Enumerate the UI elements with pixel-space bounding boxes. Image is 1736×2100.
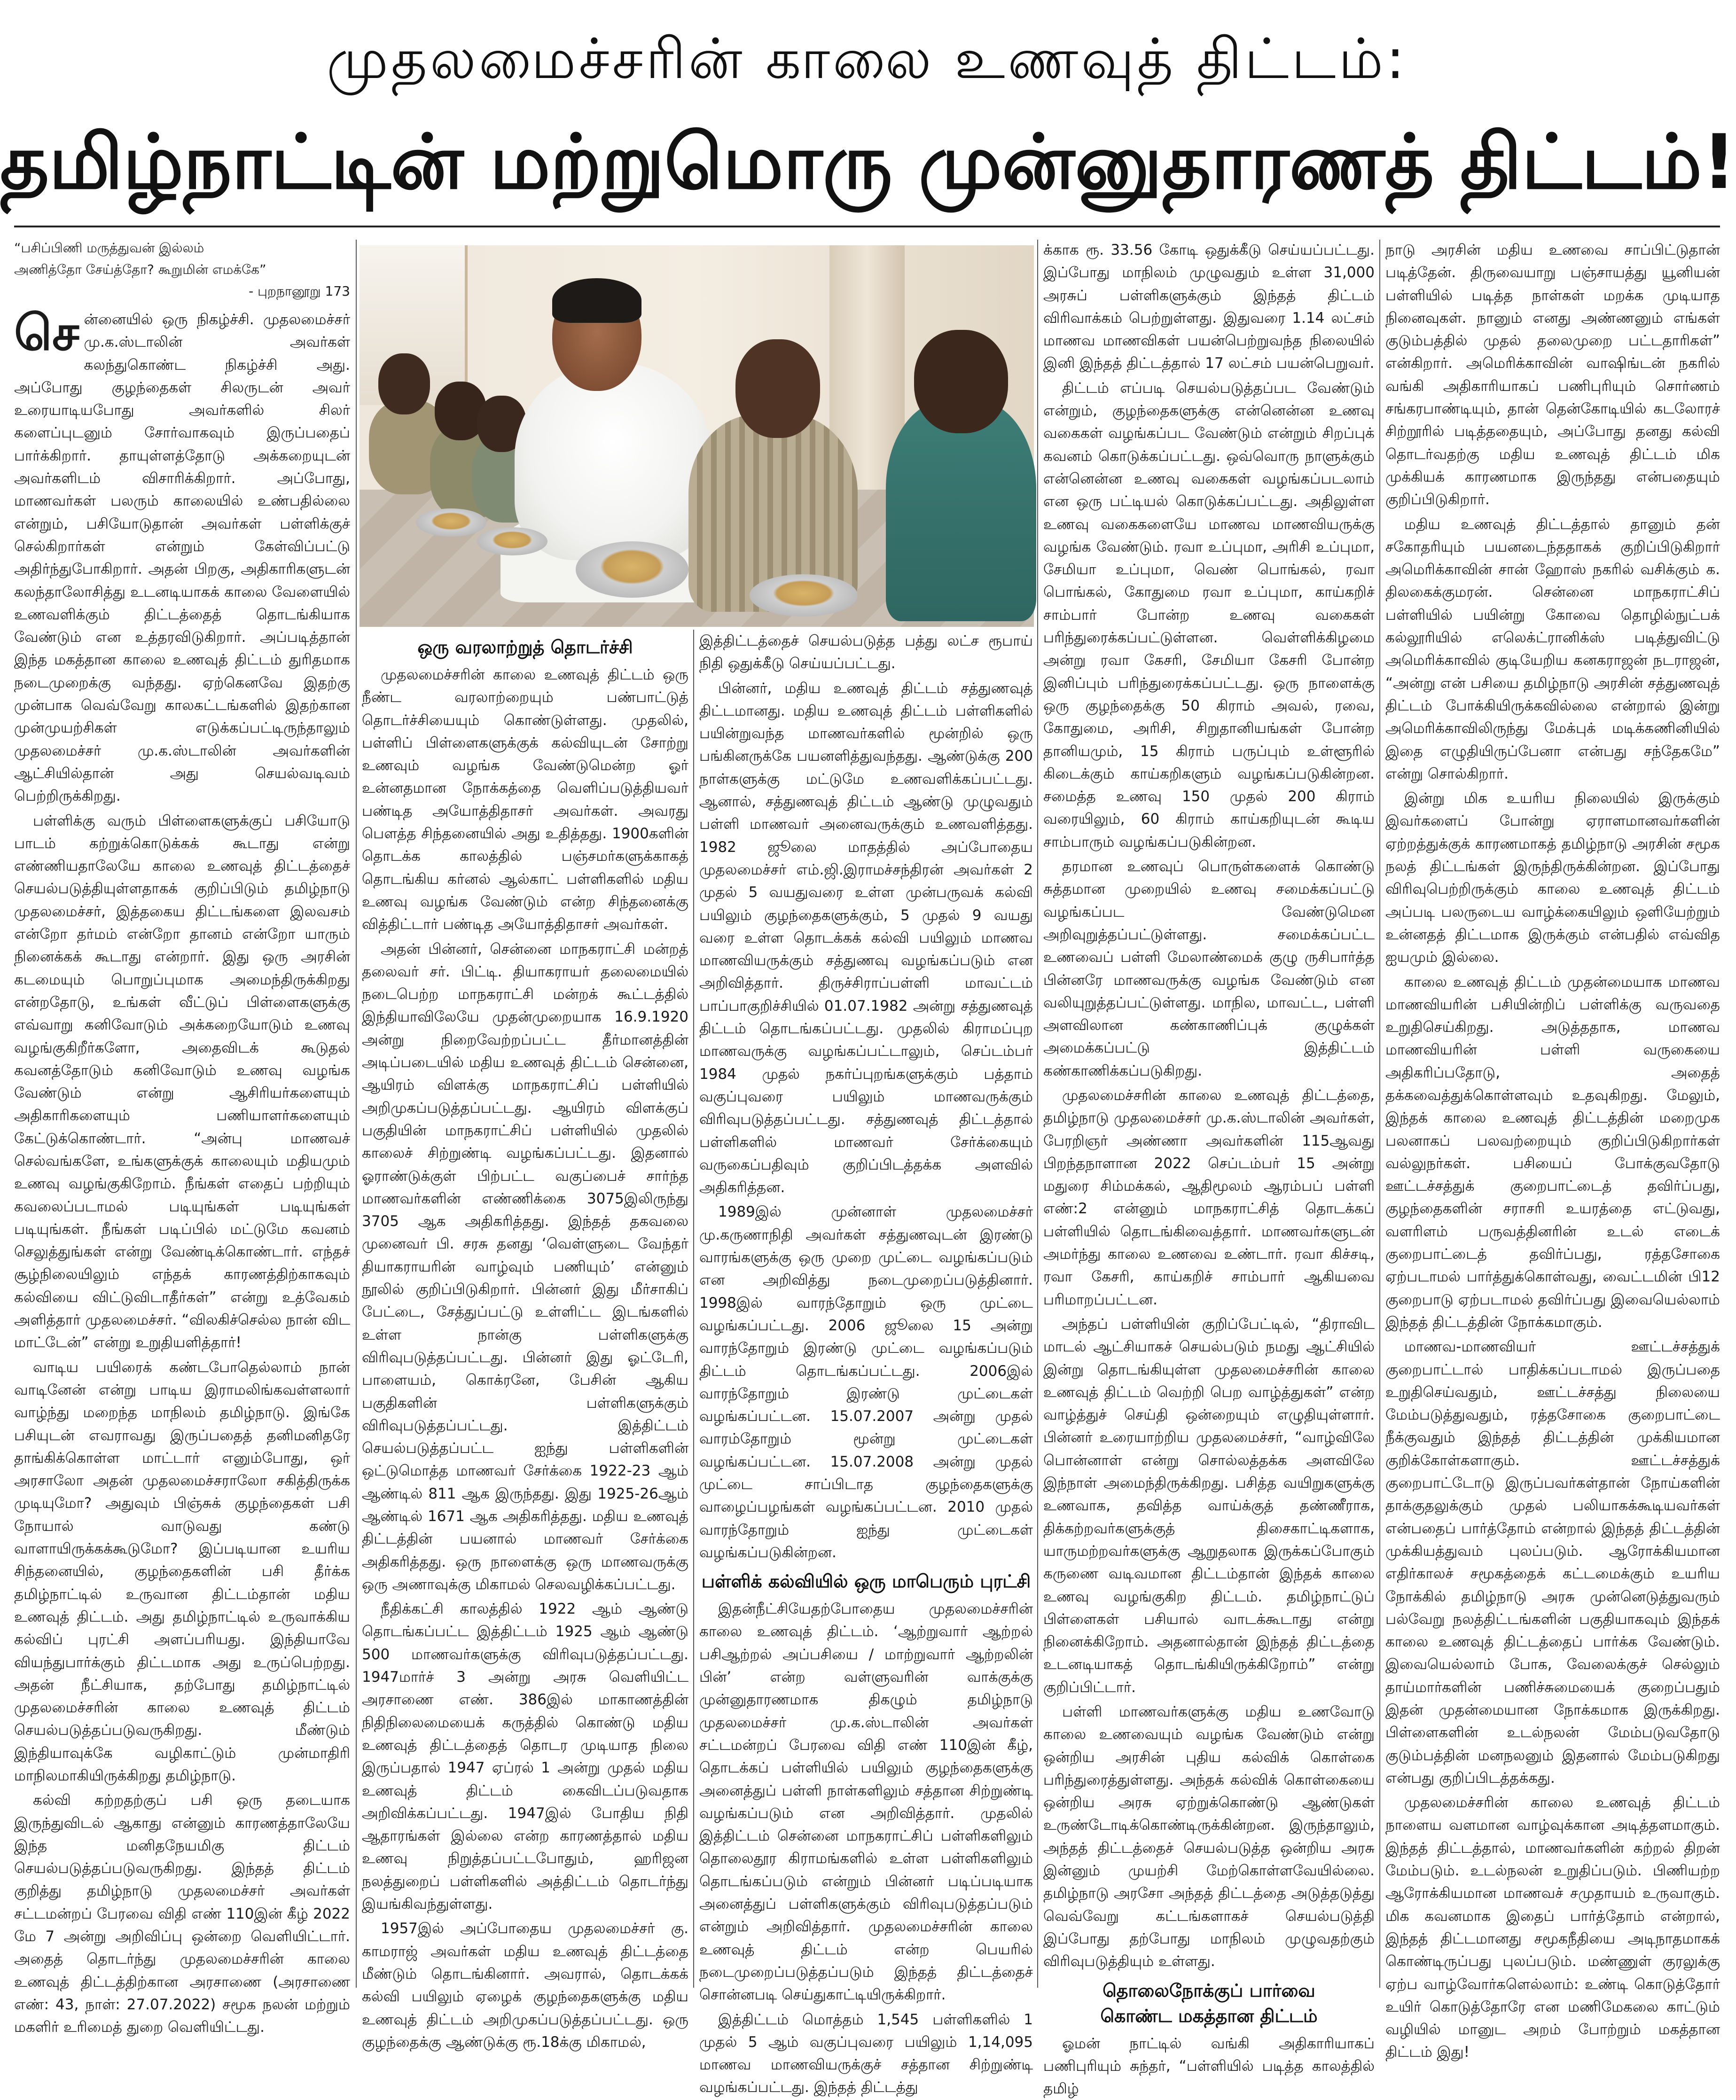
- article-column-5: [1385, 239, 1720, 2061]
- paragraph: நாடு அரசின் மதிய உணவை சாப்பிட்டுதான் படித்தேன். திருவையாறு பஞ்சாயத்து யூனியன் பள்ளியில் படித்த நாள்கள் மறக்க முடியாத நினைவுகள். நானும் எனது அண்ணனும் எங்கள் குடும்பத்தில் முதல் தலைமுறை பட்டதாரிகள்” என்கிறார். அமெரிக்காவின் வாஷிங்டன் நகரில் வங்கி அதிகாரியாகப் பணிபுரியும் சொர்ணம் சங்கரபாண்டியும், தான் தென்கோடியில் கடலோரச் சிற்றூரில் படித்ததையும், அப்போது தனது கல்வி தொடர்வதற்கு மதிய உணவுத் திட்டம் மிக முக்கியக் காரணமாக இருந்தது என்பதையும் குறிப்பிடுகிறார்.: [1385, 242, 1720, 508]
- paragraph: 1989இல் முன்னாள் முதலமைச்சர் மு.கருணாநிதி அவர்கள் சத்துணவுடன் இரண்டு வாரங்களுக்கு ஒரு முறை முட்டை வழங்கப்படும் என அறிவித்து நடைமுறைப்படுத்தினார். 1998இல் வாரந்தோறும் ஒரு முட்டை வழங்கப்பட்டது. 2006 ஜூலை 15 அன்று வாரந்தோறும் இரண்டு முட்டை வழங்கப்படும் திட்டம் தொடங்கப்பட்டது. 2006இல் வாரந்தோறும் இரண்டு முட்டைகள் வழங்கப்பட்டன. 15.07.2007 அன்று முதல் வாரம்தோறும் மூன்று முட்டைகள் வழங்கப்பட்டன. 15.07.2008 அன்று முதல் முட்டை சாப்பிடாத குழந்தைகளுக்கு வாழைப்பழங்கள் வழங்கப்பட்டன. 2010 முதல் வாரந்தோறும் ஐந்து முட்டைகள் வழங்கப்படுகின்றன.: [699, 1203, 1033, 1561]
- paragraph: நீதிக்கட்சி காலத்தில் 1922 ஆம் ஆண்டு தொடங்கப்பட்ட இத்திட்டம் 1925 ஆம் ஆண்டு 500 மாணவர்களுக்கு விரிவுபடுத்தப்பட்டது. 1947மார்ச் 3 அன்று அரசு வெளியிட்ட அரசாணை எண். 386இல் மாகாணத்தின் நிதிநிலைமையைக் கருத்தில் கொண்டு மதிய உணவுத் திட்டத்தைத் தொடர முடியாத நிலை இருப்பதால் 1947 ஏப்ரல் 1 அன்று முதல் மதிய உணவுத் திட்டம் கைவிடப்படுவதாக அறிவிக்கப்பட்டது. 1947இல் போதிய நிதி ஆதாரங்கள் இல்லை என்ற காரணத்தால் மதிய உணவு நிறுத்தப்பட்டபோதும், ஹரிஜன நலத்துறைப் பள்ளிகளில் அத்திட்டம் தொடர்ந்து இயங்கிவந்துள்ளது.: [362, 1600, 688, 1913]
- paragraph: ன்னையில் ஒரு நிகழ்ச்சி. முதலமைச்சர் மு.க.ஸ்டாலின் அவர்கள் கலந்துகொண்ட நிகழ்ச்சி அது. அப்போது குழந்தைகள் சிலருடன் அவர் உரையாடியபோது அவர்களில் சிலர் களைப்புடனும் சோர்வாகவும் இருப்பதைப் பார்க்கிறார். தாயுள்ளத்தோடு அக்கறையுடன் அவர்களிடம் விசாரிக்கிறார். அப்போது, மாணவர்கள் பலரும் காலையில் உண்பதில்லை என்றும், பசியோடுதான் அவர்கள் பள்ளிக்குச் செல்கிறார்கள் என்றும் கேள்விப்பட்டு அதிர்ந்துபோகிறார். அதன் பிறகு, அதிகாரிகளுடன் கலந்தாலோசித்து உடனடியாகக் காலை வேளையில் உணவளிக்கும் திட்டத்தைத் தொடங்கியாக வேண்டும் என உத்தரவிடுகிறார். அப்படித்தான் இந்த மகத்தான காலை உணவுத் திட்டம் துரிதமாக நடைமுறைக்கு வந்தது. ஏற்கெனவே இதற்கு முன்பாக வெவ்வேறு காலகட்டங்களில் இதற்கான முன்முயற்சிகள் எடுக்கப்பட்டிருந்தாலும் முதலமைச்சர் மு.க.ஸ்டாலின் அவர்களின் ஆட்சியில்தான் அது செயல்வடிவம் பெற்றிருக்கிறது.: [14, 311, 350, 805]
- column-divider: [356, 240, 357, 1988]
- paragraph: 1957இல் அப்போதைய முதலமைச்சர் கு. காமராஜ் அவர்கள் மதிய உணவுத் திட்டத்தை மீண்டும் தொடங்கினார். அவரால், தொடக்கக் கல்வி பயிலும் ஏழைக் குழந்தைகளுக்கு மதிய உணவுத் திட்டம் அறிமுகப்படுத்தப்பட்டது. ஒரு குழந்தைக்கு ஆண்டுக்கு ரூ.18க்கு மிகாமல்,: [362, 1920, 688, 2051]
- paragraph: முதலமைச்சரின் காலை உணவுத் திட்டம் நாளைய வளமான வாழ்வுக்கான அடித்தளமாகும். இந்தத் திட்டத்தால், மாணவர்களின் கற்றல் திறன் மேம்படும். உடல்நலன் உறுதிப்படும். பிணியற்ற ஆரோக்கியமான மாணவச் சமுதாயம் உருவாகும். மிக கவனமாக இதைப் பார்த்தோம் என்றால், இந்தத் திட்டமானது சமூகநீதியை அடிநாதமாகக் கொண்டிருப்பது புலப்படும். மண்ணுள் குரலுக்கு ஏற்ப வாழ்வோர்களெல்லாம்: உண்டி கொடுத்தோர் உயிர் கொடுத்தோரே என மணிமேகலை காட்டும் வழியில் மானுட அறம் போற்றும் மகத்தான திட்டம் இது!: [1385, 1794, 1720, 2061]
- section-subhead: ஒரு வரலாற்றுத் தொடர்ச்சி: [417, 637, 633, 657]
- paragraph: காலை உணவுத் திட்டம் முதன்மையாக மாணவ மாணவியரின் பசியின்றிப் பள்ளிக்கு வருவதை உறுதிசெய்கிறது. அடுத்ததாக, மாணவ மாணவியரின் பள்ளி வருகையை அதிகரிப்பதோடு, அதைத் தக்கவைத்துக்கொள்ளவும் உதவுகிறது. மேலும், இந்தக் காலை உணவுத் திட்டத்தின் மறைமுக பலனாகப் பலவற்றையும் குறிப்பிடுகிறார்கள் வல்லுநர்கள். பசியைப் போக்குவதோடு ஊட்டச்சத்துக் குறைபாட்டைத் தவிர்ப்பது, குழந்தைகளின் சராசரி உயரத்தை எட்டுவது, வளரிளம் பருவத்தினரின் உடல் எடைக் குறைபாட்டைத் தவிர்ப்பது, ரத்தசோகை ஏற்படாமல் பார்த்துக்கொள்வது, வைட்டமின் பி12 குறைபாடு ஏற்படாமல் தவிர்ப்பது இவையெல்லாம் இந்தத் திட்டத்தின் நோக்கமாகும்.: [1385, 973, 1720, 1331]
- photo-cm-with-children: [360, 245, 1034, 627]
- paragraph: அந்தப் பள்ளியின் குறிப்பேட்டில், “திராவிட மாடல் ஆட்சியாகச் செயல்படும் நமது ஆட்சியில் இன்று தொடங்கியுள்ள முதலமைச்சரின் காலை உணவுத் திட்டம் வெற்றி பெற வாழ்த்துகள்” என்ற வாழ்த்துச் செய்தி ஒன்றையும் எழுதியுள்ளார். பின்னர் உரையாற்றிய முதலமைச்சர், “வாழ்விலே பொன்னாள் என்று சொல்லத்தக்க அளவிலே இந்நாள் அமைந்திருக்கிறது. பசித்த வயிறுகளுக்கு உணவாக, தவித்த வாய்க்குத் தண்ணீராக, திக்கற்றவர்களுக்குத் திசைகாட்டிகளாக, யாருமற்றவர்களுக்கு ஆறுதலாக இருக்கப்போகும் கருணை வடிவமான திட்டம்தான் இந்தக் காலை உணவு வழங்குகிற திட்டம். தமிழ்நாட்டுப் பிள்ளைகள் பசியால் வாடக்கூடாது என்று நினைக்கிறோம். அதனால்தான் இந்தத் திட்டத்தை உடனடியாகத் தொடங்கியிருக்கிறோம்” என்று குறிப்பிட்டார்.: [1043, 1315, 1375, 1696]
- paragraph: தரமான உணவுப் பொருள்களைக் கொண்டு சுத்தமான முறையில் உணவு சமைக்கப்பட்டு வழங்கப்பட வேண்டுமென அறிவுறுத்தப்பட்டுள்ளது. சமைக்கப்பட்ட உணவைப் பள்ளி மேலாண்மைக் குழு ருசிபார்த்த பின்னரே மாணவருக்கு வழங்க வேண்டும் என வலியுறுத்தப்பட்டுள்ளது. மாநில, மாவட்ட, பள்ளி அளவிலான கண்காணிப்புக் குழுக்கள் அமைக்கப்பட்டு இத்திட்டம் கண்காணிக்கப்படுகிறது.: [1043, 858, 1375, 1079]
- epigraph-line-2: அணித்தோ சேய்த்தோ? கூறுமின் எமக்கே”: [14, 262, 266, 277]
- column-divider: [693, 630, 694, 1988]
- header-rule: [14, 226, 1720, 227]
- column-divider: [1379, 240, 1380, 1988]
- epigraph-source: - புறநானூறு 173: [249, 283, 350, 299]
- epigraph-line-1: “பசிப்பிணி மருத்துவன் இல்லம்: [14, 240, 204, 256]
- paragraph: பள்ளிக்கு வரும் பிள்ளைகளுக்குப் பசியோடு பாடம் கற்றுக்கொடுக்கக் கூடாது என்று எண்ணியதாலேயே காலை உணவுத் திட்டத்தைச் செயல்படுத்தியுள்ளதாகக் குறிப்பிடும் தமிழ்நாடு முதலமைச்சர், இத்தகைய திட்டங்களை இலவசம் என்றோ தர்மம் என்றோ தானம் என்றோ யாரும் நினைக்கக் கூடாது என்றார். இது ஒரு அரசின் கடமையும் பொறுப்புமாக அமைந்திருக்கிறது என்றதோடு, உங்கள் வீட்டுப் பிள்ளைகளுக்கு எவ்வாறு கனிவோடும் அக்கறையோடும் உணவு வழங்குகிறீர்களோ, அதைவிடக் கூடுதல் கவனத்தோடும் கனிவோடும் உணவு வழங்க வேண்டும் என்று ஆசிரியர்களையும் அதிகாரிகளையும் பணியாளர்களையும் கேட்டுக்கொண்டார். “அன்பு மாணவச் செல்வங்களே, உங்களுக்குக் காலையும் மதியமும் உணவு வழங்குகிறோம். நீங்கள் எதைப் பற்றியும் கவலைப்படாமல் படியுங்கள் படியுங்கள் படியுங்கள். நீங்கள் படிப்பில் மட்டுமே கவனம் செலுத்துங்கள் என்று வேண்டிக்கொண்டார். எந்தச் சூழ்நிலையிலும் எந்தக் காரணத்திற்காகவும் கல்வியை விட்டுவிடாதீர்கள்” என்று உத்வேகம் அளித்தார் முதலமைச்சர். “விலகிச்செல்ல நான் விட மாட்டேன்” என்று உறுதியளித்தார்!: [14, 812, 350, 1351]
- column-divider: [1037, 240, 1038, 1988]
- article-column-2: [362, 630, 688, 2051]
- paragraph: கல்வி கற்றதற்குப் பசி ஒரு தடையாக இருந்துவிடல் ஆகாது என்னும் காரணத்தாலேயே இந்த மனிதநேயமிகு திட்டம் செயல்படுத்தப்படுவருகிறது. இந்தத் திட்டம் குறித்து தமிழ்நாடு முதலமைச்சர் அவர்கள் சட்டமன்றப் பேரவை விதி எண் 110இன் கீழ் 2022 மே 7 அன்று அறிவிப்பு ஒன்றை வெளியிட்டார். அதைத் தொடர்ந்து முதலமைச்சரின் காலை உணவுத் திட்டத்திற்கான அரசாணை (அரசாணை எண்: 43, நாள்: 27.07.2022) சமூக நலன் மற்றும் மகளிர் உரிமைத் துறை வெளியிட்டது.: [14, 1792, 350, 2036]
- paragraph: பின்னர், மதிய உணவுத் திட்டம் சத்துணவுத் திட்டமானது. மதிய உணவுத் திட்டம் பள்ளிகளில் பயின்றுவந்த மாணவர்களில் மூன்றில் ஒரு பங்கினருக்கே பயனளித்துவந்தது. ஆண்டுக்கு 200 நாள்களுக்கு மட்டுமே உணவளிக்கப்பட்டது. ஆனால், சத்துணவுத் திட்டம் ஆண்டு முழுவதும் பள்ளி மாணவர் அனைவருக்கும் உணவளித்தது. 1982 ஜூலை மாதத்தில் அப்போதைய முதலமைச்சர் எம்.ஜி.இராமச்சந்திரன் அவர்கள் 2 முதல் 5 வயதுவரை உள்ள முன்பருவக் கல்வி பயிலும் குழந்தைகளுக்கும், 5 முதல் 9 வயது வரை உள்ள தொடக்கக் கல்வி பயிலும் மாணவ மாணவியருக்கும் சத்துணவு வழங்கப்படும் என அறிவித்தார். திருச்சிராப்பள்ளி மாவட்டம் பாப்பாகுறிச்சியில் 01.07.1982 அன்று சத்துணவுத் திட்டம் தொடங்கப்பட்டது. முதலில் கிராமப்புற மாணவருக்கு வழங்கப்பட்டாலும், செப்டம்பர் 1984 முதல் நகர்ப்புறங்களுக்கும் பத்தாம் வகுப்புவரை பயிலும் மாணவருக்கும் விரிவுபடுத்தப்பட்டது. சத்துணவுத் திட்டத்தால் பள்ளிகளில் மாணவர் சேர்க்கையும் வருகைப்பதிவும் குறிப்பிடத்தக்க அளவில் அதிகரித்தன.: [699, 679, 1033, 1196]
- article-column-4: [1043, 239, 1375, 2098]
- headline-title: தமிழ்நாட்டின் மற்றுமொரு முன்னுதாரணத் திட்டம்!: [0, 118, 1736, 206]
- paragraph: இதன்நீட்சியேதற்போதைய முதலமைச்சரின் காலை உணவுத் திட்டம். ‘ஆற்றுவார் ஆற்றல் பசிஆற்றல் அப்பசியை / மாற்றுவார் ஆற்றலின் பின்’ என்ற வள்ளுவரின் வாக்குக்கு முன்னுதாரணமாக திகழும் தமிழ்நாடு முதலமைச்சர் மு.க.ஸ்டாலின் அவர்கள் சட்டமன்றப் பேரவை விதி எண் 110இன் கீழ், தொடக்கப் பள்ளியில் பயிலும் குழந்தைகளுக்கு அனைத்துப் பள்ளி நாள்களிலும் சத்தான சிற்றுண்டி வழங்கப்படும் என அறிவித்தார். முதலில் இத்திட்டம் சென்னை மாநகராட்சிப் பள்ளிகளிலும் தொலைதூர கிராமங்களில் உள்ள பள்ளிகளிலும் தொடங்கப்படும் என்றும் பின்னர் படிப்படியாக அனைத்துப் பள்ளிகளுக்கும் விரிவுபடுத்தப்படும் என்றும் அறிவித்தார். முதலமைச்சரின் காலை உணவுத் திட்டம் என்ற பெயரில் நடைமுறைப்படுத்தப்படும் இந்தத் திட்டத்தைச் சொன்னபடி செய்துகாட்டியிருக்கிறார்.: [699, 1600, 1033, 2004]
- headline-kicker: முதலமைச்சரின் காலை உணவுத் திட்டம்:: [327, 26, 1408, 91]
- paragraph: இன்று மிக உயரிய நிலையில் இருக்கும் இவர்களைப் போன்று ஏராளமானவர்களின் ஏற்றத்துக்குக் காரணமாகத் தமிழ்நாடு அரசின் சமூக நலத் திட்டங்கள் இருந்திருக்கின்றன. இப்போது விரிவுபெற்றிருக்கும் காலை உணவுத் திட்டம் அப்படி பலருடைய வாழ்க்கையிலும் ஒளியேற்றும் உன்னதத் திட்டமாக இருக்கும் என்பதில் எவ்வித ஐயமும் இல்லை.: [1385, 790, 1720, 966]
- paragraph: மாணவ-மாணவியர் ஊட்டச்சத்துக் குறைபாட்டால் பாதிக்கப்படாமல் இருப்பதை உறுதிசெய்வதும், ஊட்டச்சத்து நிலையை மேம்படுத்துவதும், ரத்தசோகை குறைபாட்டை நீக்குவதும் இந்தத் திட்டத்தின் முக்கியமான குறிக்கோள்களாகும். ஊட்டச்சத்துக் குறைபாட்டோடு இருப்பவர்கள்தான் நோய்களின் தாக்குதலுக்கும் முதல் பலியாகக்கூடியவர்கள் என்பதைப் பார்த்தோம் என்றால் இந்தத் திட்டத்தின் முக்கியத்துவம் புலப்படும். ஆரோக்கியமான எதிர்காலச் சமூகத்தைக் கட்டமைக்கும் உயரிய நோக்கில் தமிழ்நாடு அரசு முன்னெடுத்துவரும் பல்வேறு நலத்திட்டங்களின் பகுதியாகவும் இந்தக் காலை உணவுத் திட்டத்தைப் பார்க்க வேண்டும். இவையெல்லாம் போக, வேலைக்குச் செல்லும் தாய்மார்களின் பணிச்சுமையைக் குறைப்பதும் இதன் முதன்மையான நோக்கமாக இருக்கிறது. பிள்ளைகளின் உடல்நலன் மேம்படுவதோடு குடும்பத்தின் மனநலனும் இதனால் மேம்படுகிறது என்பது குறிப்பிடத்தக்கது.: [1385, 1338, 1720, 1787]
- article-intro: [14, 304, 350, 808]
- paragraph: திட்டம் எப்படி செயல்படுத்தப்பட வேண்டும் என்றும், குழந்தைகளுக்கு என்னென்ன உணவு வகைகள் வழங்கப்பட வேண்டும் என்றும் சிறப்புக் கவனம் கொடுக்கப்பட்டது. ஒவ்வொரு நாளுக்கும் என்னென்ன உணவு வகைகள் வழங்கப்படலாம் என ஒரு பட்டியல் கொடுக்கப்பட்டது. அதிலுள்ள உணவு வகைகளையே மாணவ மாணவியருக்கு வழங்க வேண்டும். ரவா உப்புமா, அரிசி உப்புமா, சேமியா உப்புமா, வெண் பொங்கல், ரவா பொங்கல், கோதுமை ரவா உப்புமா, காய்கறிச் சாம்பார் போன்ற உணவு வகைகள் பரிந்துரைக்கப்பட்டுள்ளன. வெள்ளிக்கிழமை அன்று ரவா கேசரி, சேமியா கேசரி போன்ற இனிப்பும் பரிந்துரைக்கப்பட்டது. ஒரு நாளைக்கு ஒரு குழந்தைக்கு 50 கிராம் அவல், ரவை, கோதுமை, அரிசி, சிறுதானியங்கள் போன்ற தானியமும், 15 கிராம் பருப்பும் உள்ளூரில் கிடைக்கும் காய்கறிகளும் வழங்கப்படுகின்றன. சமைத்த உணவு 150 முதல் 200 கிராம் வரையிலும், 60 கிராம் காய்கறியுடன் கூடிய சாம்பாரும் வழங்கப்படுகின்றன.: [1043, 379, 1375, 851]
- paragraph: மதிய உணவுத் திட்டத்தால் தானும் தன் சகோதரியும் பயனடைந்ததாகக் குறிப்பிடுகிறார் அமெரிக்காவின் சான் ஹோஸ் நகரில் வசிக்கும் க. திலகைக்குமரன். சென்னை மாநகராட்சிப் பள்ளியில் பயின்று கோவை தொழில்நுட்பக் கல்லூரியில் எலெக்ட்ரானிக்ஸ் படித்துவிட்டு அமெரிக்காவில் குடியேறிய கனகராஜன் நடராஜன், “அன்று என் பசியை தமிழ்நாடு அரசின் சத்துணவுத் திட்டம் போக்கியிருக்கவில்லை என்றால் இன்று அமெரிக்காவிலிருந்து மேக்புக் மடிக்கணினியில் இதை எழுதியிருப்பேனா என்பது சந்தேகமே” என்று சொல்கிறார்.: [1385, 515, 1720, 782]
- article-column-1: [14, 239, 350, 2036]
- paragraph: க்காக ரூ. 33.56 கோடி ஒதுக்கீடு செய்யப்பட்டது. இப்போது மாநிலம் முழுவதும் உள்ள 31,000 அரசுப் பள்ளிகளுக்கும் இந்தத் திட்டம் விரிவாக்கம் பெற்றுள்ளது. இதுவரை 1.14 லட்சம் மாணவ மாணவிகள் பயன்பெற்றுவந்த நிலையில் இனி இந்தத் திட்டத்தால் 17 லட்சம் பயன்பெறுவர்.: [1043, 242, 1375, 372]
- paragraph: வாடிய பயிரைக் கண்டபோதெல்லாம் நான் வாடினேன் என்று பாடிய இராமலிங்கவள்ளலார் வாழ்ந்து மறைந்த மாநிலம் தமிழ்நாடு. இங்கே பசியுடன் எவராவது இருப்பதைத் தனிமனிதரே தாங்கிக்கொள்ள மாட்டார் எனும்போது, ஒர் அரசாலோ அதன் முதலமைச்சராலோ சகித்திருக்க முடியுமோ? அதுவும் பிஞ்சுக் குழந்தைகள் பசி நோயால் வாடுவது கண்டு வாளாயிருக்கக்கூடுமோ? இப்படியான உயரிய சிந்தனையில், குழந்தைகளின் பசி தீர்க்க தமிழ்நாட்டில் உருவான திட்டம்தான் மதிய உணவுத் திட்டம். அது தமிழ்நாட்டில் உருவாக்கிய கல்விப் புரட்சி அளப்பரியது. இந்தியாவே வியந்துபார்க்கும் திட்டமாக அது உருப்பெற்றது. அதன் நீட்சியாக, தற்போது தமிழ்நாட்டில் முதலமைச்சரின் காலை உணவுத் திட்டம் செயல்படுத்தப்படுவருகிறது. மீண்டும் இந்தியாவுக்கே வழிகாட்டும் முன்மாதிரி மாநிலமாகியிருக்கிறது தமிழ்நாடு.: [14, 1358, 350, 1784]
- paragraph: இத்திட்டத்தைச் செயல்படுத்த பத்து லட்ச ரூபாய் நிதி ஒதுக்கீடு செய்யப்பட்டது.: [699, 632, 1033, 672]
- section-subhead: தொலைநோக்குப் பார்வை: [1103, 1980, 1315, 2001]
- paragraph: முதலமைச்சரின் காலை உணவுத் திட்டம் ஒரு நீண்ட வரலாற்றையும் பண்பாட்டுத் தொடர்ச்சியையும் கொண்டுள்ளது. முதலில், பள்ளிப் பிள்ளைகளுக்குக் கல்வியுடன் சோற்று உணவும் வழங்க வேண்டுமென்ற ஓர் உன்னதமான நோக்கத்தை வெளிப்படுத்தியவர் பண்டித அயோத்திதாசர் அவர்கள். அவரது பௌத்த சிந்தனையில் அது உதித்தது. 1900களின் தொடக்க காலத்தில் பஞ்சமர்களுக்காகத் தொடங்கிய கர்னல் ஆல்காட் பள்ளிகளில் மதிய உணவு வழங்க வேண்டும் என்ற சிந்தனைக்கு வித்திட்டார் பண்டித அயோத்திதாசர் அவர்கள்.: [362, 666, 688, 933]
- paragraph: பள்ளி மாணவர்களுக்கு மதிய உணவோடு காலை உணவையும் வழங்க வேண்டும் என்று ஒன்றிய அரசின் புதிய கல்விக் கொள்கை பரிந்துரைத்துள்ளது. அந்தக் கல்விக் கொள்கையை ஒன்றிய அரசு ஏற்றுக்கொண்டு ஆண்டுகள் உருண்டோடிக்கொண்டிருக்கின்றன. இருந்தாலும், அந்தத் திட்டத்தைச் செயல்படுத்த ஒன்றிய அரசு இன்னும் முயற்சி மேற்கொள்ளவேயில்லை. தமிழ்நாடு அரசோ அந்தத் திட்டத்தை அடுத்தடுத்து வெவ்வேறு கட்டங்களாகச் செயல்படுத்தி இப்போது தற்போது மாநிலம் முழுவதற்கும் விரிவுபடுத்தியும் உள்ளது.: [1043, 1703, 1375, 1970]
- paragraph: அதன் பின்னர், சென்னை மாநகராட்சி மன்றத் தலைவர் சர். பிட்டி. தியாகராயர் தலைமையில் நடைபெற்ற மாநகராட்சி மன்றக் கூட்டத்தில் இந்தியாவிலேயே முதன்முறையாக 16.9.1920 அன்று நிறைவேற்றப்பட்ட தீர்மானத்தின் அடிப்படையில் மதிய உணவுத் திட்டம் சென்னை, ஆயிரம் விளக்கு மாநகராட்சிப் பள்ளியில் அறிமுகப்படுத்தப்பட்டது. ஆயிரம் விளக்குப் பகுதியின் மாநகராட்சிப் பள்ளியில் முதலில் காலைச் சிற்றுண்டி வழங்கப்பட்டது. இதனால் ஓராண்டுக்குள் பிற்பட்ட வகுப்பைச் சார்ந்த மாணவர்களின் எண்ணிக்கை 3075இலிருந்து 3705 ஆக அதிகரித்தது. இந்தத் தகவலை முனைவர் பி. சரசு தனது ‘வெள்ளுடை வேந்தர் தியாகராயரின் வாழ்வும் பணியும்’ என்னும் நூலில் குறிப்பிடுகிறார். பின்னர் இது மீர்சாகிப் பேட்டை, சேத்துப்பட்டு உள்ளிட்ட இடங்களில் உள்ள நான்கு பள்ளிகளுக்கு விரிவுபடுத்தப்பட்டது. பின்னர் இது ஓட்டேரி, பாளையம், கொக்ரனே, பேசின் ஆகிய பகுதிகளின் பள்ளிகளுக்கும் விரிவுபடுத்தப்பட்டது. இத்திட்டம் செயல்படுத்தப்பட்ட ஐந்து பள்ளிகளின் ஒட்டுமொத்த மாணவர் சேர்க்கை 1922-23 ஆம் ஆண்டில் 811 ஆக இருந்தது. இது 1925-26ஆம் ஆண்டில் 1671 ஆக அதிகரித்தது. மதிய உணவுத் திட்டத்தின் பயனால் மாணவர் சேர்க்கை அதிகரித்தது. ஒரு நாளைக்கு ஒரு மாணவருக்கு ஒரு அணாவுக்கு மிகாமல் செலவழிக்கப்பட்டது.: [362, 940, 688, 1593]
- section-subhead: கொண்ட மகத்தான திட்டம்: [1100, 2005, 1318, 2026]
- paragraph: ஓமன் நாட்டில் வங்கி அதிகாரியாகப் பணிபுரியும் சுந்தர், “பள்ளியில் படித்த காலத்தில் தமிழ்: [1043, 2035, 1375, 2098]
- section-subhead: பள்ளிக் கல்வியில் ஒரு மாபெரும் புரட்சி: [701, 1571, 1031, 1592]
- paragraph: முதலமைச்சரின் காலை உணவுத் திட்டத்தை, தமிழ்நாடு முதலமைச்சர் மு.க.ஸ்டாலின் அவர்கள், பேரறிஞர் அண்ணா அவர்களின் 115ஆவது பிறந்தநாளான 2022 செப்டம்பர் 15 அன்று மதுரை சிம்மக்கல், ஆதிமூலம் ஆரம்பப் பள்ளி எண்:2 என்னும் மாநகராட்சித் தொடக்கப் பள்ளியில் தொடங்கிவைத்தார். மாணவர்களுடன் அமர்ந்து காலை உணவை உண்டார். ரவா கிச்சடி, ரவா கேசரி, காய்கறிச் சாம்பார் ஆகியவை பரிமாறப்பட்டன.: [1043, 1086, 1375, 1308]
- paragraph: இத்திட்டம் மொத்தம் 1,545 பள்ளிகளில் 1 முதல் 5 ஆம் வகுப்புவரை பயிலும் 1,14,095 மாணவ மாணவியருக்குச் சத்தான சிற்றுண்டி வழங்கப்பட்டது. இந்தத் திட்டத்து: [699, 2011, 1033, 2096]
- drop-cap: செ: [14, 304, 79, 361]
- article-column-3: [699, 630, 1033, 2096]
